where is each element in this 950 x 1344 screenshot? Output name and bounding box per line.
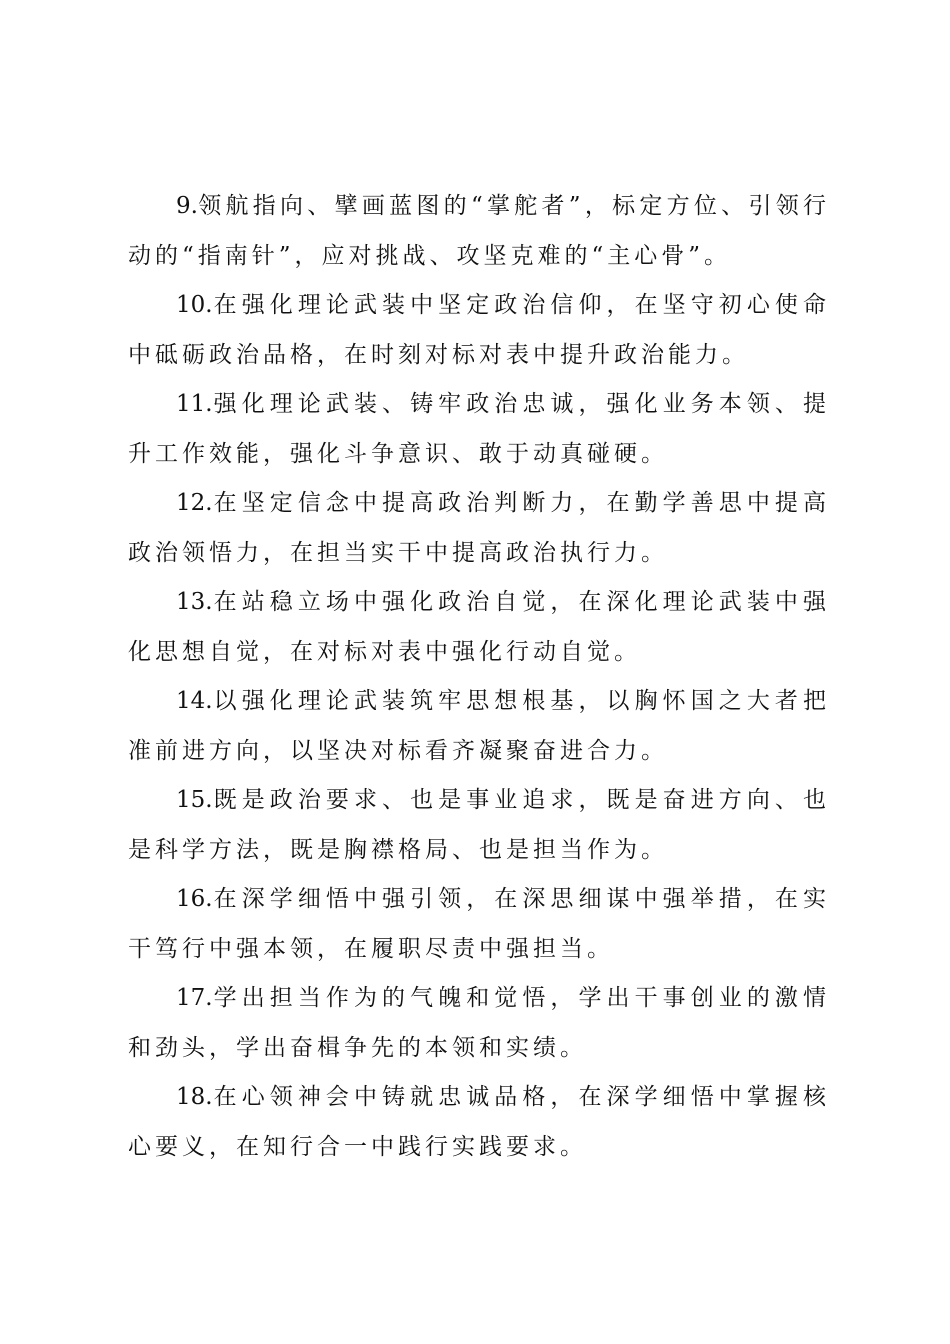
paragraph-number: 18. xyxy=(176,1084,213,1110)
paragraph-number: 17. xyxy=(176,985,213,1011)
paragraph-18 xyxy=(128,1073,830,1172)
paragraph-text: 在站稳立场中强化政治自觉，在深化理论武装中强化思想自觉，在对标对表中强化行动自觉。 xyxy=(128,589,830,665)
paragraph-text: 强化理论武装、铸牢政治忠诚，强化业务本领、提升工作效能，强化斗争意识、敢于动真碰硬。 xyxy=(128,391,830,467)
paragraph-number: 9. xyxy=(176,193,198,219)
paragraph-number: 16. xyxy=(176,886,213,912)
paragraph-14 xyxy=(128,677,830,776)
paragraph-text: 领航指向、擘画蓝图的“掌舵者”，标定方位、引领行动的“指南针”，应对挑战、攻坚克难的“主心骨”。 xyxy=(128,193,830,269)
paragraph-10 xyxy=(128,281,830,380)
paragraph-number: 11. xyxy=(176,391,213,417)
paragraph-text: 在强化理论武装中坚定政治信仰，在坚守初心使命中砥砺政治品格，在时刻对标对表中提升政治能力。 xyxy=(128,292,830,368)
paragraph-text: 在心领神会中铸就忠诚品格，在深学细悟中掌握核心要义，在知行合一中践行实践要求。 xyxy=(128,1084,830,1160)
paragraph-text: 以强化理论武装筑牢思想根基，以胸怀国之大者把准前进方向，以坚决对标看齐凝聚奋进合力。 xyxy=(128,688,830,764)
paragraph-number: 15. xyxy=(176,787,213,813)
paragraph-13 xyxy=(128,578,830,677)
paragraph-11 xyxy=(128,380,830,479)
paragraph-9 xyxy=(128,182,830,281)
document-body xyxy=(128,182,830,1172)
paragraph-text: 既是政治要求、也是事业追求，既是奋进方向、也是科学方法，既是胸襟格局、也是担当作为。 xyxy=(128,787,830,863)
paragraph-15 xyxy=(128,776,830,875)
paragraph-number: 14. xyxy=(176,688,213,714)
paragraph-number: 10. xyxy=(176,292,213,318)
paragraph-17 xyxy=(128,974,830,1073)
paragraph-text: 在坚定信念中提高政治判断力，在勤学善思中提高政治领悟力，在担当实干中提高政治执行力。 xyxy=(128,490,830,566)
paragraph-number: 13. xyxy=(176,589,213,615)
paragraph-text: 在深学细悟中强引领，在深思细谋中强举措，在实干笃行中强本领，在履职尽责中强担当。 xyxy=(128,886,830,962)
paragraph-number: 12. xyxy=(176,490,213,516)
paragraph-12 xyxy=(128,479,830,578)
paragraph-text: 学出担当作为的气魄和觉悟，学出干事创业的激情和劲头，学出奋楫争先的本领和实绩。 xyxy=(128,985,830,1061)
paragraph-16 xyxy=(128,875,830,974)
